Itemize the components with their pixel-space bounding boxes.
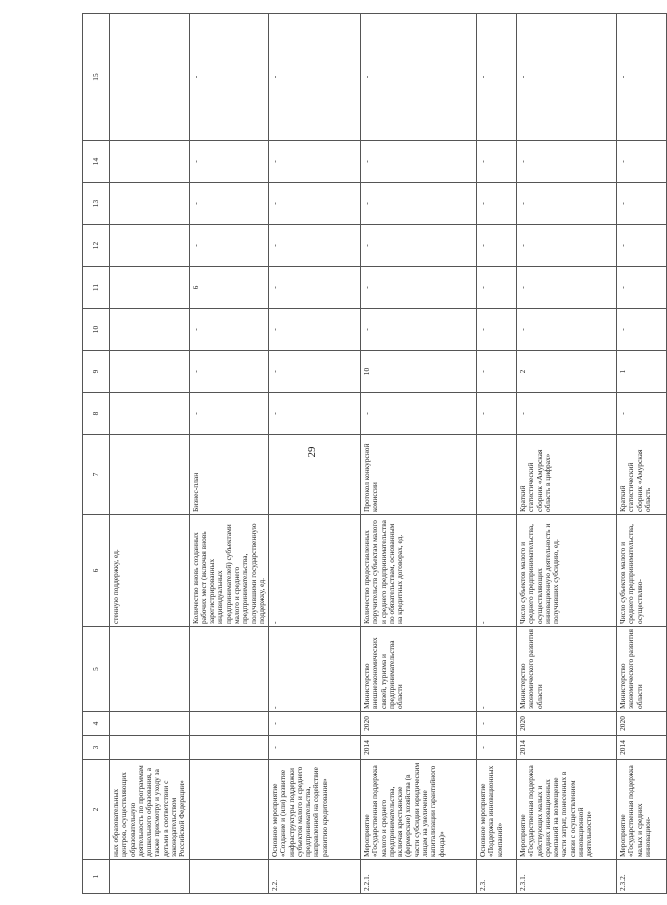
value-cell: - bbox=[477, 393, 517, 435]
value-cell: - bbox=[477, 225, 517, 267]
end-year: 2020 bbox=[517, 712, 617, 736]
value-cell bbox=[110, 393, 190, 435]
row-number: 2.3.1. bbox=[517, 860, 617, 894]
data-source bbox=[110, 435, 190, 515]
page-number: 29 bbox=[306, 446, 318, 458]
value-cell bbox=[110, 183, 190, 225]
value-cell: - bbox=[617, 14, 667, 141]
header-cell: 3 bbox=[83, 736, 110, 760]
data-source: Краткий статистический сборник «Амурская область bbox=[617, 435, 667, 515]
activity-name: Мероприятие «Государственная поддержка малых и средних инновацион- bbox=[617, 760, 667, 860]
table-row bbox=[189, 14, 269, 894]
value-cell: - bbox=[617, 309, 667, 351]
header-cell: 7 bbox=[83, 435, 110, 515]
indicator-name: Число субъектов малого и среднего предпринимательства, осуществляю- bbox=[617, 515, 667, 627]
value-cell: - bbox=[477, 267, 517, 309]
value-cell: - bbox=[189, 351, 269, 393]
table-viewport bbox=[82, 14, 652, 894]
data-source bbox=[477, 435, 517, 515]
end-year: 2020 bbox=[361, 712, 477, 736]
value-cell: 1 bbox=[617, 351, 667, 393]
value-cell: - bbox=[361, 225, 477, 267]
value-cell: - bbox=[517, 267, 617, 309]
row-number: 2.3. bbox=[477, 860, 517, 894]
activity-name: Основное мероприятие «Создание и (или) развитие инфраструктуры поддержки субъектов малого и среднего предпринимательства, направленной на содействие развитию кредитования» bbox=[269, 760, 361, 860]
row-number: 2.2.1. bbox=[361, 860, 477, 894]
table-row bbox=[269, 14, 361, 894]
header-cell: 11 bbox=[83, 267, 110, 309]
value-cell: - bbox=[361, 309, 477, 351]
value-cell bbox=[110, 225, 190, 267]
value-cell: - bbox=[517, 309, 617, 351]
program-activities-table bbox=[82, 13, 667, 894]
row-number bbox=[110, 860, 190, 894]
end-year: - bbox=[269, 712, 361, 736]
value-cell: - bbox=[477, 14, 517, 141]
value-cell bbox=[110, 141, 190, 183]
header-cell: 8 bbox=[83, 393, 110, 435]
value-cell: - bbox=[269, 225, 361, 267]
responsible-executor bbox=[189, 627, 269, 712]
table-row bbox=[110, 14, 190, 894]
data-source bbox=[269, 435, 361, 515]
value-cell bbox=[110, 14, 190, 141]
value-cell: - bbox=[269, 141, 361, 183]
value-cell: - bbox=[617, 183, 667, 225]
responsible-executor: Министерство экономического развития области bbox=[617, 627, 667, 712]
value-cell: - bbox=[269, 267, 361, 309]
value-cell: - bbox=[189, 141, 269, 183]
value-cell: - bbox=[477, 183, 517, 225]
value-cell bbox=[110, 351, 190, 393]
value-cell: - bbox=[189, 183, 269, 225]
indicator-name: стенную поддержку, ед. bbox=[110, 515, 190, 627]
end-year bbox=[110, 712, 190, 736]
row-number: 2.2. bbox=[269, 860, 361, 894]
value-cell: - bbox=[617, 393, 667, 435]
value-cell bbox=[110, 267, 190, 309]
value-cell bbox=[110, 309, 190, 351]
table-row bbox=[477, 14, 517, 894]
table-row bbox=[617, 14, 667, 894]
activity-name: ных образовательных центров, осуществляющих образовательную деятельность по программам дошкольного образования, а также присмотру и уходу за детьми в соответствии с законодательством Российской Федерации» bbox=[110, 760, 190, 860]
value-cell: 6 bbox=[189, 267, 269, 309]
indicator-name: - bbox=[477, 515, 517, 627]
indicator-name: - bbox=[269, 515, 361, 627]
value-cell: - bbox=[269, 309, 361, 351]
responsible-executor: Министерство экономического развития области bbox=[517, 627, 617, 712]
rotated-table-container bbox=[82, 14, 652, 894]
activity-name bbox=[189, 760, 269, 860]
header-row bbox=[83, 14, 110, 894]
activity-name: Мероприятие «Государственная поддержка действующих малых и средних инновационных компаний на возмещение части затрат, понесенных в связи с осуществлением инновационной деятельности» bbox=[517, 760, 617, 860]
value-cell: - bbox=[517, 393, 617, 435]
value-cell: - bbox=[361, 267, 477, 309]
value-cell: - bbox=[269, 351, 361, 393]
activity-name: Мероприятие «Государственная поддержка малого и среднего предпринимательства, включая крестьянские (фермерские) хозяйства (в части субсидии юридическим лицам на увеличение капитализации гарантийного фонда)» bbox=[361, 760, 477, 860]
value-cell: - bbox=[189, 14, 269, 141]
header-cell: 14 bbox=[83, 141, 110, 183]
indicator-name: Число субъектов малого и среднего предпринимательства, осуществляющих инновационную деятельность и получивших субсидию, ед. bbox=[517, 515, 617, 627]
value-cell: - bbox=[617, 267, 667, 309]
start-year bbox=[189, 736, 269, 760]
header-cell: 13 bbox=[83, 183, 110, 225]
header-cell: 1 bbox=[83, 860, 110, 894]
value-cell: - bbox=[361, 14, 477, 141]
value-cell: - bbox=[517, 225, 617, 267]
start-year: 2014 bbox=[361, 736, 477, 760]
header-cell: 2 bbox=[83, 760, 110, 860]
value-cell: - bbox=[189, 393, 269, 435]
value-cell: - bbox=[517, 141, 617, 183]
value-cell: - bbox=[361, 141, 477, 183]
value-cell: - bbox=[477, 141, 517, 183]
row-number: 2.3.2. bbox=[617, 860, 667, 894]
header-cell: 12 bbox=[83, 225, 110, 267]
responsible-executor: - bbox=[269, 627, 361, 712]
data-source: Протокол конкурсной комиссии bbox=[361, 435, 477, 515]
value-cell: - bbox=[269, 14, 361, 141]
responsible-executor: Министерство внешнеэкономических связей, туризма и предпринимательства области bbox=[361, 627, 477, 712]
header-cell: 4 bbox=[83, 712, 110, 736]
header-cell: 9 bbox=[83, 351, 110, 393]
table-row bbox=[517, 14, 617, 894]
value-cell: - bbox=[361, 393, 477, 435]
start-year: 2014 bbox=[617, 736, 667, 760]
data-source: Краткий статистический сборник «Амурская область в цифрах» bbox=[517, 435, 617, 515]
value-cell: 2 bbox=[517, 351, 617, 393]
header-cell: 10 bbox=[83, 309, 110, 351]
value-cell: 10 bbox=[361, 351, 477, 393]
value-cell: - bbox=[189, 225, 269, 267]
header-cell: 5 bbox=[83, 627, 110, 712]
responsible-executor bbox=[110, 627, 190, 712]
header-cell: 15 bbox=[83, 14, 110, 141]
value-cell: - bbox=[617, 141, 667, 183]
table-row bbox=[361, 14, 477, 894]
value-cell: - bbox=[477, 309, 517, 351]
value-cell: - bbox=[189, 309, 269, 351]
value-cell: - bbox=[617, 225, 667, 267]
value-cell: - bbox=[517, 183, 617, 225]
start-year: - bbox=[269, 736, 361, 760]
indicator-name: Количество предоставленных поручительств субъектам малого и среднего предпринимательства по обязательствам, основанным на кредитных договорах, ед. bbox=[361, 515, 477, 627]
value-cell: - bbox=[269, 183, 361, 225]
indicator-name: Количество вновь созданных рабочих мест (включая вновь зарегистрированных индивидуальных предпринимателей) субъектами малого и среднего предпринимательства, получившими государственную поддержку, ед. bbox=[189, 515, 269, 627]
start-year: - bbox=[477, 736, 517, 760]
value-cell: - bbox=[361, 183, 477, 225]
end-year: - bbox=[477, 712, 517, 736]
responsible-executor: - bbox=[477, 627, 517, 712]
value-cell: - bbox=[517, 14, 617, 141]
value-cell: - bbox=[477, 351, 517, 393]
start-year: 2014 bbox=[517, 736, 617, 760]
row-number bbox=[189, 860, 269, 894]
end-year: 2020 bbox=[617, 712, 667, 736]
header-cell: 6 bbox=[83, 515, 110, 627]
value-cell: - bbox=[269, 393, 361, 435]
data-source: Бизнес-план bbox=[189, 435, 269, 515]
activity-name: Основное мероприятие «Поддержка инновационных компаний» bbox=[477, 760, 517, 860]
start-year bbox=[110, 736, 190, 760]
end-year bbox=[189, 712, 269, 736]
